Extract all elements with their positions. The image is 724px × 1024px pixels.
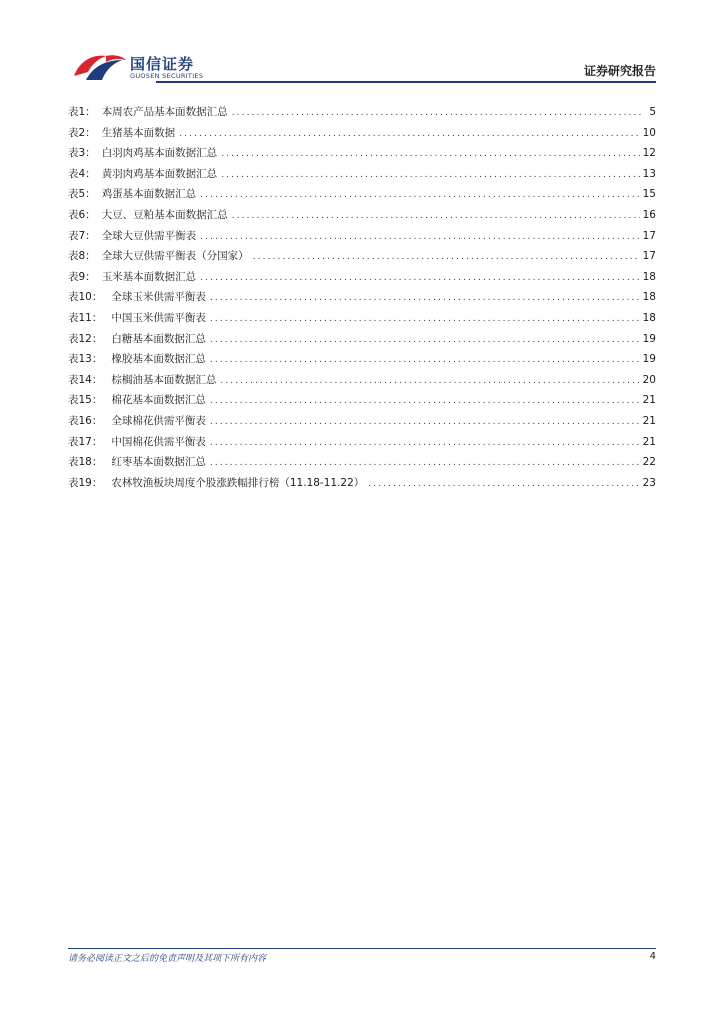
- toc-page-number[interactable]: 10: [642, 126, 656, 139]
- footer-divider: [68, 948, 656, 949]
- toc-table-number: 表15：: [68, 394, 103, 407]
- toc-row[interactable]: [68, 287, 656, 308]
- toc-table-number: 表5：: [68, 188, 96, 201]
- toc-row[interactable]: [68, 390, 656, 411]
- page-number: 4: [649, 951, 656, 962]
- toc-table-number: 表4：: [68, 167, 96, 180]
- toc-row[interactable]: [68, 473, 656, 494]
- toc-table-number: 表17：: [68, 435, 103, 448]
- toc-title[interactable]: 全球棉花供需平衡表: [111, 414, 206, 427]
- toc-row[interactable]: [68, 411, 656, 432]
- toc-page-number[interactable]: 18: [642, 311, 656, 324]
- toc-leader-dots: [200, 227, 639, 248]
- toc-row[interactable]: [68, 432, 656, 453]
- toc-leader-dots: [232, 103, 643, 124]
- toc-page-number[interactable]: 5: [649, 106, 656, 118]
- toc-table-number: 表3：: [68, 147, 96, 160]
- toc-title[interactable]: 黄羽肉鸡基本面数据汇总: [101, 167, 218, 180]
- toc-table-number: 表9：: [68, 270, 96, 283]
- toc-page-number[interactable]: 21: [642, 414, 656, 427]
- toc-table-number: 表19：: [68, 476, 103, 489]
- toc-title[interactable]: 农林牧渔板块周度个股涨跌幅排行榜（11.18-11.22）: [111, 476, 365, 489]
- toc-title[interactable]: 全球大豆供需平衡表: [101, 229, 197, 242]
- toc-row[interactable]: [68, 164, 656, 185]
- toc-row[interactable]: [68, 349, 656, 370]
- toc-leader-dots: [221, 144, 639, 165]
- toc-page-number[interactable]: 20: [642, 373, 656, 386]
- toc-title[interactable]: 红枣基本面数据汇总: [111, 456, 206, 469]
- toc-title[interactable]: 中国玉米供需平衡表: [111, 311, 206, 324]
- toc-page-number[interactable]: 21: [642, 435, 656, 448]
- toc-row[interactable]: [68, 143, 656, 164]
- toc-page-number[interactable]: 15: [642, 188, 656, 201]
- toc-row[interactable]: [68, 308, 656, 329]
- toc-title[interactable]: 本周农产品基本面数据汇总: [101, 106, 228, 118]
- toc-table-number: 表16：: [68, 414, 103, 427]
- toc-row[interactable]: [68, 246, 656, 267]
- toc-page-number[interactable]: 13: [642, 167, 656, 180]
- toc-title[interactable]: 全球大豆供需平衡表（分国家）: [101, 250, 249, 263]
- toc-leader-dots: [368, 474, 639, 495]
- toc-table-number: 表6：: [68, 208, 96, 221]
- toc-table-number: 表2：: [68, 126, 96, 139]
- toc-row[interactable]: [68, 226, 656, 247]
- toc-leader-dots: [210, 309, 640, 330]
- toc-leader-dots: [253, 247, 640, 268]
- toc-leader-dots: [210, 350, 640, 371]
- toc-page-number[interactable]: 18: [642, 291, 656, 304]
- toc-page-number[interactable]: 18: [642, 270, 656, 283]
- toc-page-number[interactable]: 23: [642, 476, 656, 489]
- toc-title[interactable]: 鸡蛋基本面数据汇总: [101, 188, 197, 201]
- toc-table-number: 表13：: [68, 353, 103, 366]
- toc-title[interactable]: 玉米基本面数据汇总: [101, 270, 197, 283]
- toc-title[interactable]: 棕榈油基本面数据汇总: [111, 373, 217, 386]
- toc-row[interactable]: [68, 370, 656, 391]
- table-of-contents: [68, 102, 656, 493]
- toc-row[interactable]: [68, 123, 656, 144]
- toc-row[interactable]: [68, 205, 656, 226]
- toc-leader-dots: [210, 433, 640, 454]
- toc-row[interactable]: [68, 452, 656, 473]
- logo-english-name: GUOSEN SECURITIES: [130, 72, 204, 80]
- toc-row[interactable]: [68, 184, 656, 205]
- disclaimer-note: 请务必阅读正文之后的免责声明及其项下所有内容: [68, 954, 267, 964]
- toc-row[interactable]: [68, 102, 656, 123]
- header-divider: [156, 81, 656, 83]
- toc-table-number: 表10：: [68, 291, 103, 304]
- toc-table-number: 表7：: [68, 229, 96, 242]
- toc-leader-dots: [232, 206, 640, 227]
- toc-leader-dots: [200, 268, 639, 289]
- toc-table-number: 表14：: [68, 373, 103, 386]
- toc-page-number[interactable]: 17: [642, 229, 656, 242]
- toc-page-number[interactable]: 12: [642, 147, 656, 160]
- toc-title[interactable]: 白羽肉鸡基本面数据汇总: [101, 147, 218, 160]
- toc-leader-dots: [210, 412, 640, 433]
- toc-table-number: 表8：: [68, 250, 96, 263]
- toc-leader-dots: [220, 371, 639, 392]
- toc-page-number[interactable]: 16: [642, 208, 656, 221]
- logo-chinese-name: 国信证券: [130, 55, 195, 73]
- toc-page-number[interactable]: 19: [642, 332, 656, 345]
- toc-title[interactable]: 白糖基本面数据汇总: [111, 332, 206, 345]
- guosen-logo: [72, 50, 222, 82]
- toc-title[interactable]: 橡胶基本面数据汇总: [111, 353, 206, 366]
- report-type-label: 证券研究报告: [583, 64, 656, 78]
- report-header: [68, 48, 656, 82]
- toc-title[interactable]: 棉花基本面数据汇总: [111, 394, 206, 407]
- toc-page-number[interactable]: 17: [642, 250, 656, 263]
- guosen-logo-icon: [72, 50, 128, 82]
- toc-table-number: 表11：: [68, 311, 103, 324]
- toc-leader-dots: [221, 165, 639, 186]
- toc-title[interactable]: 全球玉米供需平衡表: [111, 291, 206, 304]
- toc-leader-dots: [210, 288, 640, 309]
- toc-page-number[interactable]: 22: [642, 456, 656, 469]
- toc-row[interactable]: [68, 329, 656, 350]
- toc-table-number: 表12：: [68, 332, 103, 345]
- toc-row[interactable]: [68, 267, 656, 288]
- toc-table-number: 表1：: [68, 106, 96, 118]
- toc-leader-dots: [210, 391, 640, 412]
- toc-leader-dots: [179, 124, 639, 145]
- toc-page-number[interactable]: 21: [642, 394, 656, 407]
- toc-table-number: 表18：: [68, 456, 103, 469]
- toc-page-number[interactable]: 19: [642, 353, 656, 366]
- toc-title[interactable]: 中国棉花供需平衡表: [111, 435, 206, 448]
- toc-leader-dots: [200, 185, 639, 206]
- toc-title[interactable]: 大豆、豆粕基本面数据汇总: [101, 208, 228, 221]
- toc-leader-dots: [210, 453, 640, 474]
- toc-title[interactable]: 生猪基本面数据: [101, 126, 176, 139]
- toc-leader-dots: [210, 330, 640, 351]
